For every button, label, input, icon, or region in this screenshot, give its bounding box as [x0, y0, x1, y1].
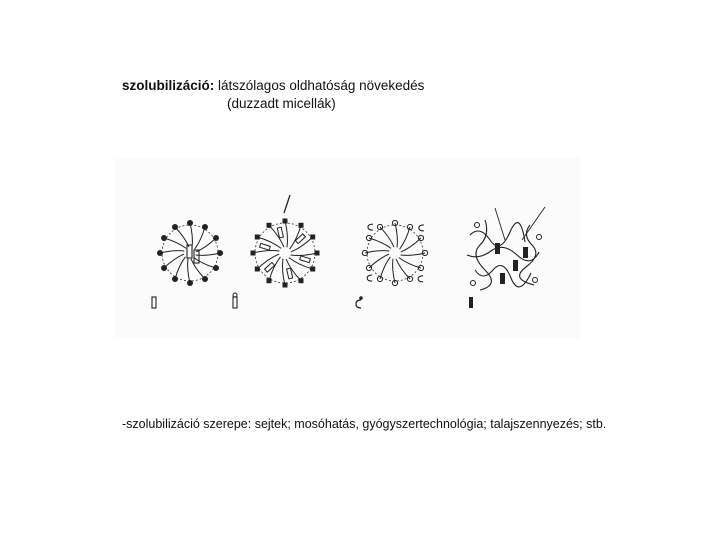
- head: [267, 278, 272, 283]
- head: [213, 235, 219, 241]
- title-note: (duzzadt micellák): [227, 96, 336, 111]
- head: [310, 235, 315, 240]
- head: [157, 250, 163, 256]
- head: [172, 276, 178, 282]
- head: [187, 220, 193, 226]
- title-definition: látszólagos oldhatóság növekedés: [218, 78, 425, 93]
- footer-note: -szolubilizáció szerepe: sejtek; mosóhatás, gyógyszertechnológia; talajszennyezés; stb.: [122, 417, 607, 431]
- title-term: szolubilizáció:: [122, 78, 215, 93]
- head: [267, 223, 272, 228]
- head: [202, 276, 208, 282]
- head: [255, 267, 260, 272]
- head: [283, 219, 288, 224]
- head: [202, 224, 208, 230]
- head: [217, 250, 223, 256]
- head: [161, 265, 167, 271]
- head: [299, 278, 304, 283]
- head: [310, 267, 315, 272]
- solubilizate: [500, 273, 505, 284]
- solubilizate: [495, 243, 500, 254]
- head: [283, 283, 288, 288]
- head: [251, 251, 256, 256]
- head: [255, 235, 260, 240]
- head: [187, 280, 193, 286]
- legend-symbol-pl-fenol: [469, 297, 473, 308]
- head: [299, 223, 304, 228]
- head: [161, 235, 167, 241]
- solubilizate: [513, 260, 518, 271]
- head: [172, 224, 178, 230]
- solubilizate: [523, 247, 528, 258]
- head: [213, 265, 219, 271]
- head: [315, 251, 320, 256]
